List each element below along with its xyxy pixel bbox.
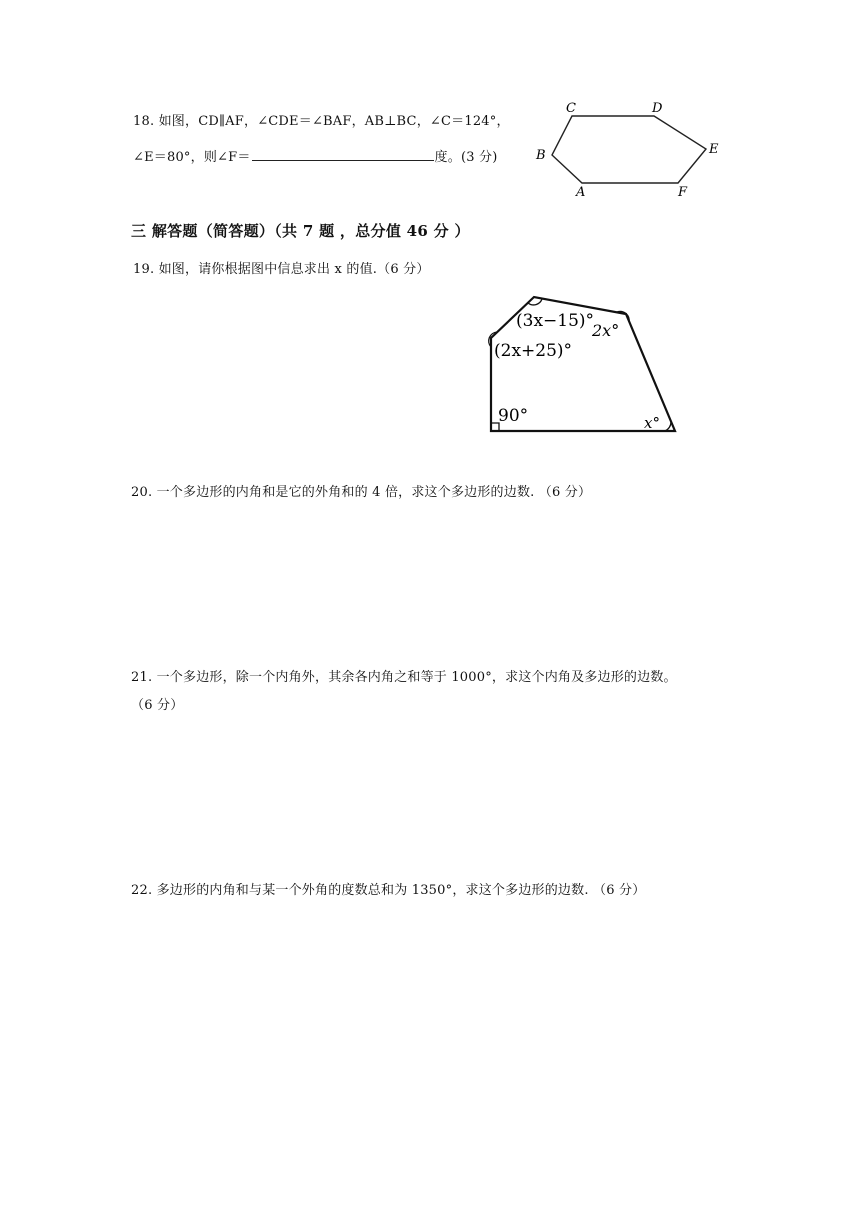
vertex-label-d: D bbox=[652, 101, 663, 116]
answer-blank bbox=[252, 148, 434, 161]
q22-text: 22. 多边形的内角和与某一个外角的度数总和为 1350°，求这个多边形的边数. （6 分） bbox=[131, 883, 646, 898]
vertex-label-f: F bbox=[678, 185, 688, 200]
q20-text: 20. 一个多边形的内角和是它的外角和的 4 倍，求这个多边形的边数. （6 分） bbox=[131, 485, 592, 500]
angle-label-right: 2x° bbox=[592, 321, 620, 340]
angle-label-top: (3x−15)° bbox=[516, 311, 595, 331]
section-heading: 三 解答题（简答题）（共 7 题 ，总分值 46 分 ） bbox=[131, 222, 470, 240]
q19-text: 19. 如图，请你根据图中信息求出 x 的值.（6 分） bbox=[133, 262, 430, 277]
q21-line2: （6 分） bbox=[131, 698, 184, 713]
vertex-label-e: E bbox=[709, 142, 719, 157]
angle-label-left: (2x+25)° bbox=[494, 341, 573, 361]
q19-pentagon-figure bbox=[478, 288, 688, 438]
q21-line1: 21. 一个多边形，除一个内角外，其余各内角之和等于 1000°，求这个内角及多边形的边数。 bbox=[131, 670, 677, 685]
angle-label-bottom-left: 90° bbox=[498, 406, 529, 426]
hexagon-shape bbox=[552, 116, 706, 183]
q18-hexagon-figure bbox=[530, 95, 730, 205]
vertex-label-b: B bbox=[536, 148, 546, 163]
angle-arc-bottom-right bbox=[665, 422, 671, 431]
q18-line2-suffix: 度。(3 分) bbox=[434, 150, 498, 165]
vertex-label-c: C bbox=[566, 101, 576, 116]
angle-label-bottom-right: x° bbox=[644, 414, 660, 432]
q18-line2 bbox=[133, 146, 498, 165]
q18-line2-prefix: ∠E＝80°，则∠F＝ bbox=[133, 150, 251, 165]
q18-line1: 18. 如图，CD∥AF，∠CDE＝∠BAF，AB⊥BC，∠C＝124°， bbox=[133, 114, 510, 129]
vertex-label-a: A bbox=[576, 185, 586, 200]
